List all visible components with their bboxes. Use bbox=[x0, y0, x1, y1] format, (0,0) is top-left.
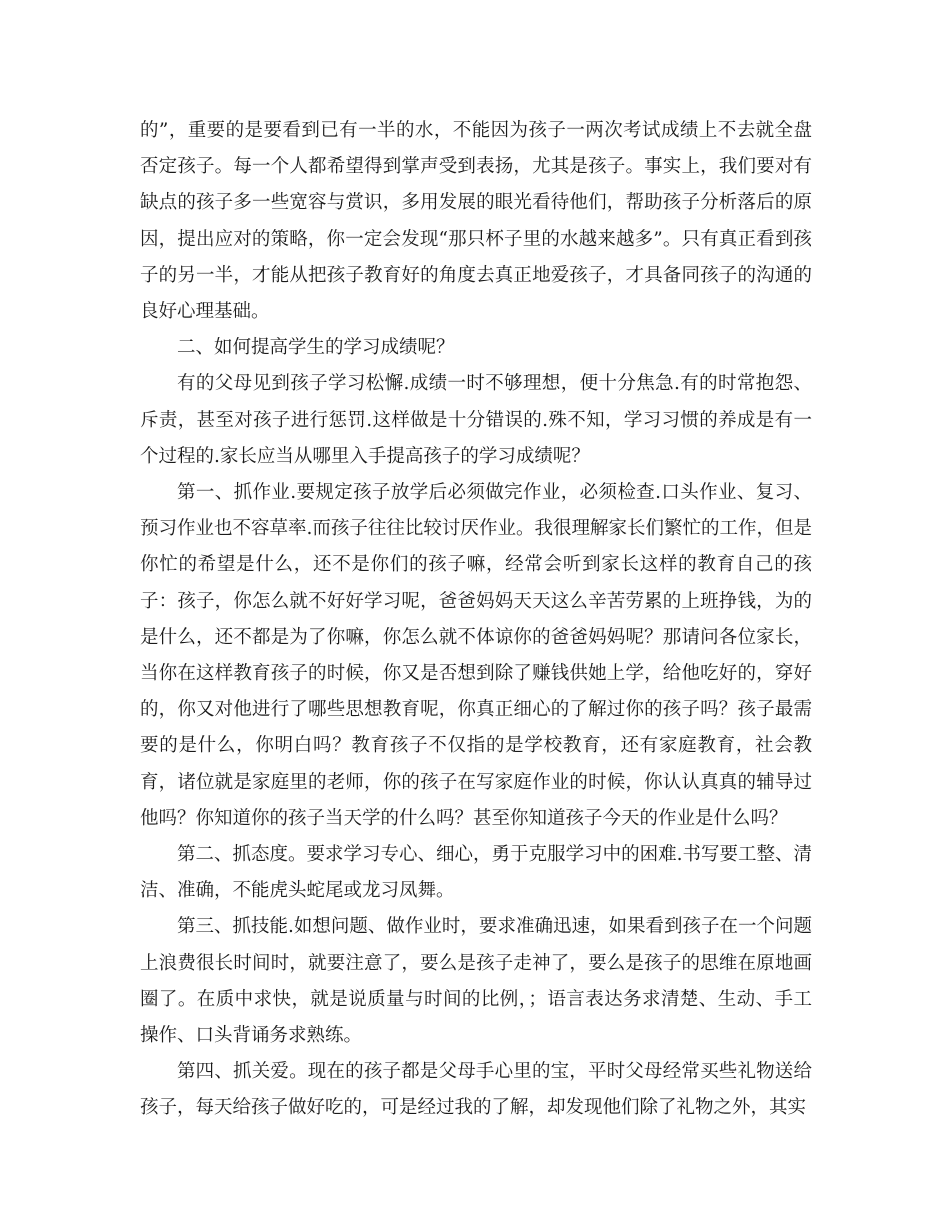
paragraph: 第一、抓作业.要规定孩子放学后必须做完作业，必须检查.口头作业、复习、预习作业也不容草率.而孩子往往比较讨厌作业。我很理解家长们繁忙的工作，但是你忙的希望是什么，还不是你们的孩子嘛，经常会听到家长这样的教育自己的孩子：孩子，你怎么就不好好学习呢，爸爸妈妈天天这么辛苦劳累的上班挣钱，为的是什么，还不都是为了你嘛，你怎么就不体谅你的爸爸妈妈呢？那请问各位家长，当你在这样教育孩子的时候，你又是否想到除了赚钱供她上学，给他吃好的，穿好的，你又对他进行了哪些思想教育呢，你真正细心的了解过你的孩子吗？孩子最需要的是什么，你明白吗？教育孩子不仅指的是学校教育，还有家庭教育，社会教育，诸位就是家庭里的老师，你的孩子在写家庭作业的时候，你认认真真的辅导过他吗？你知道你的孩子当天学的什么吗？甚至你知道孩子今天的作业是什么吗？ bbox=[140, 482, 812, 829]
paragraph: 有的父母见到孩子学习松懈.成绩一时不够理想，便十分焦急.有的时常抱怨、斥责，甚至对孩子进行惩罚.这样做是十分错误的.殊不知，学习习惯的养成是有一个过程的.家长应当从哪里入手提高孩子的学习成绩呢？ bbox=[140, 373, 812, 467]
section-heading: 二、如何提高学生的学习成绩呢？ bbox=[177, 337, 455, 359]
paragraph-continuation: 的”，重要的是要看到已有一半的水，不能因为孩子一两次考试成绩上不去就全盘否定孩子。每一个人都希望得到掌声受到表扬，尤其是孩子。事实上，我们要对有缺点的孩子多一些宽容与赏识，多用发展的眼光看待他们，帮助孩子分析落后的原因，提出应对的策略，你一定会发现“那只杯子里的水越来越多”。只有真正看到孩子的另一半，才能从把孩子教育好的角度去真正地爱孩子，才具备同孩子的沟通的良好心理基础。 bbox=[140, 120, 812, 323]
paragraph: 第二、抓态度。要求学习专心、细心，勇于克服学习中的困难.书写要工整、清洁、准确，不能虎头蛇尾或龙习凤舞。 bbox=[140, 844, 812, 902]
paragraph: 第四、抓关爱。现在的孩子都是父母手心里的宝，平时父母经常买些礼物送给孩子，每天给孩子做好吃的，可是经过我的了解，却发现他们除了礼物之外，其实 bbox=[140, 1061, 812, 1119]
document-body bbox=[140, 113, 812, 1127]
paragraph: 第三、抓技能.如想问题、做作业时，要求准确迅速，如果看到孩子在一个问题上浪费很长时间时，就要注意了，要么是孩子走神了，要么是孩子的思维在原地画圈了。在质中求快，就是说质量与时间的比例，；语言表达务求清楚、生动、手工操作、口头背诵务求熟练。 bbox=[140, 916, 812, 1047]
